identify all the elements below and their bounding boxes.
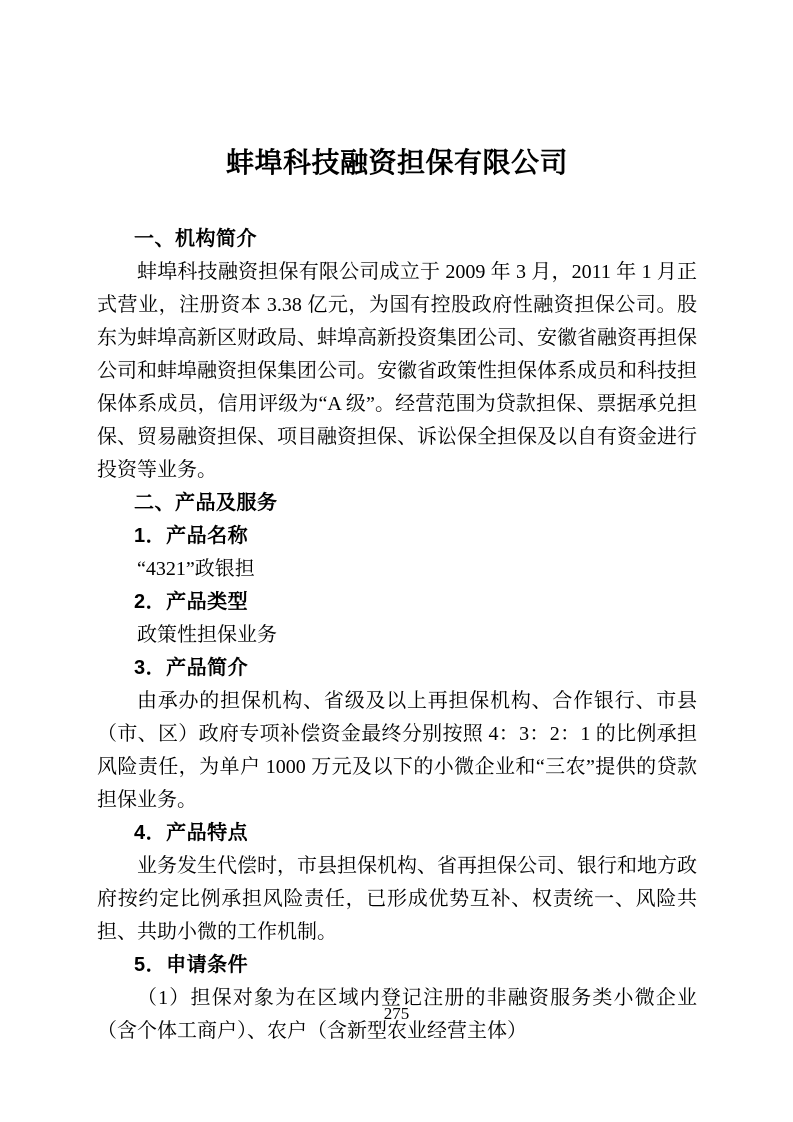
product-intro-paragraph: 由承办的担保机构、省级及以上再担保机构、合作银行、市县（市、区）政府专项补偿资金最终分别按照 4：3：2：1 的比例承担风险责任，为单户 1000 万元及以下的小微企业和“三农”提供的贷款担保业务。 [97,690,697,811]
item-heading-product-type: 2．产品类型 [134,591,249,613]
application-conditions-paragraph: （1）担保对象为在区域内登记注册的非融资服务类小微企业（含个体工商户）、农户（含新型农业经营主体） [97,987,697,1042]
section-heading-org-intro: 一、机构简介 [134,228,257,250]
org-intro-paragraph: 蚌埠科技融资担保有限公司成立于 2009 年 3 月，2011 年 1 月正式营业，注册资本 3.38 亿元，为国有控股政府性融资担保公司。股东为蚌埠高新区财政局、蚌埠高新投资集团公司、安徽省融资再担保公司和蚌埠融资担保集团公司。安徽省政策性担保体系成员和科技担保体系成员，信用评级为“A 级”。经营范围为贷款担保、票据承兑担保、贸易融资担保、项目融资担保、诉讼保全担保及以自有资金进行投资等业务。 [97,261,697,481]
product-features-paragraph: 业务发生代偿时，市县担保机构、省再担保公司、银行和地方政府按约定比例承担风险责任，已形成优势互补、权责统一、风险共担、共助小微的工作机制。 [97,855,697,943]
product-name-text: “4321”政银担 [137,558,255,580]
document-body [97,223,697,1048]
section-heading-products-services: 二、产品及服务 [134,492,278,514]
item-heading-application-conditions: 5．申请条件 [134,954,249,976]
page-number: 275 [383,1004,410,1023]
item-heading-product-intro: 3．产品简介 [134,657,249,679]
item-heading-product-features: 4．产品特点 [134,822,249,844]
item-heading-product-name: 1．产品名称 [134,525,249,547]
product-type-text: 政策性担保业务 [137,624,277,646]
document-title: 蚌埠科技融资担保有限公司 [225,148,568,179]
